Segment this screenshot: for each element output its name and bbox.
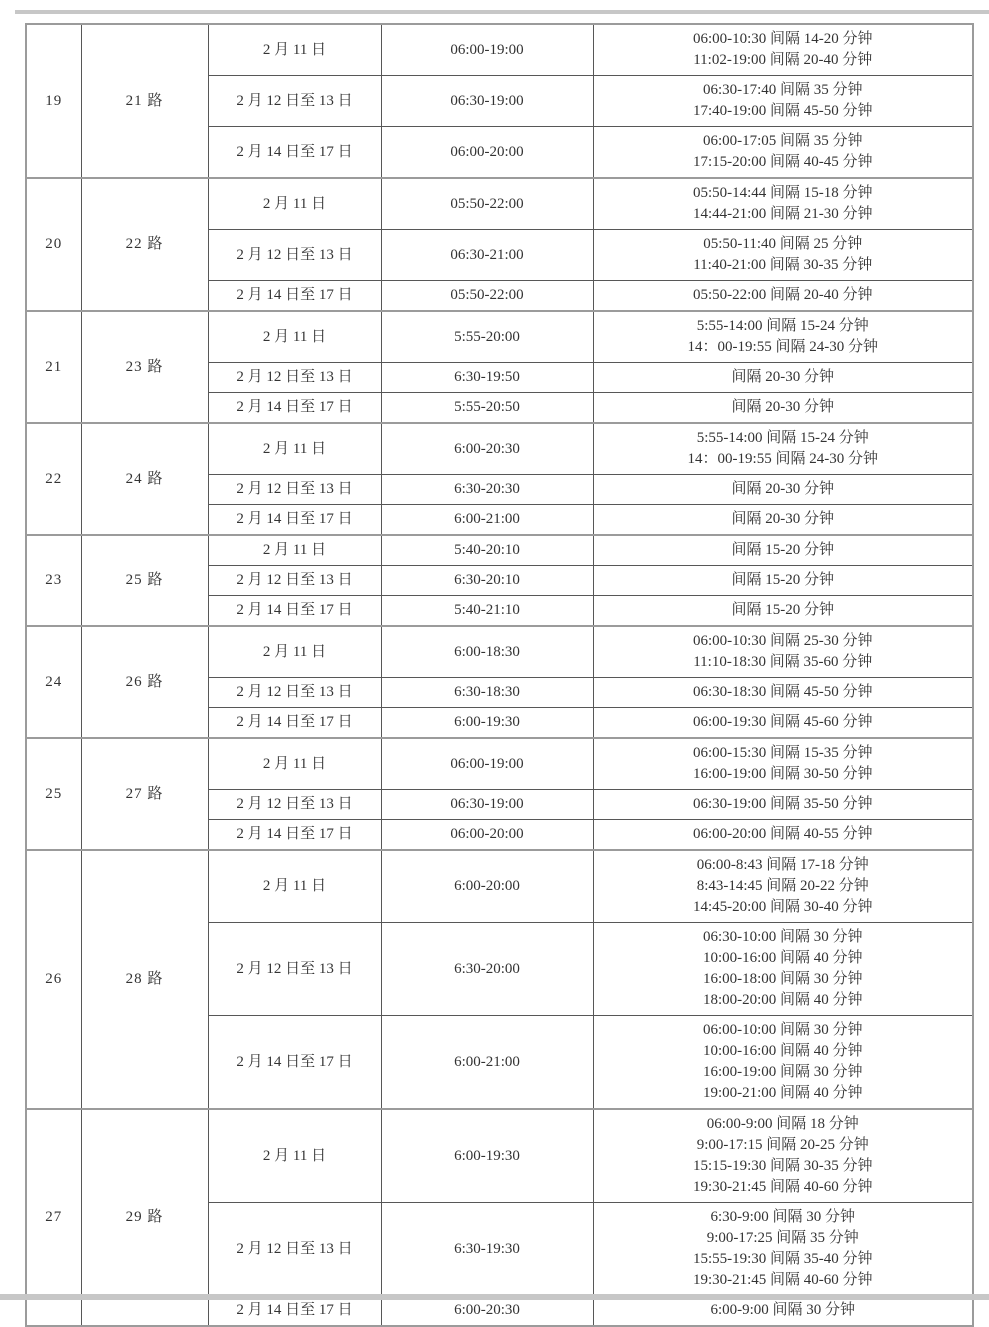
interval-line: 10:00-16:00 间隔 40 分钟 (702, 1043, 863, 1059)
hours-cell: 5:55-20:50 (381, 393, 593, 424)
interval-line: 16:00-18:00 间隔 30 分钟 (702, 971, 863, 987)
interval-line: 间隔 20-30 分钟 (731, 399, 834, 415)
hours-cell: 6:00-19:30 (381, 708, 593, 739)
schedule-row (26, 535, 973, 566)
interval-cell (593, 76, 973, 127)
route-cell: 28 路 (81, 850, 208, 1109)
date-cell: 2 月 11 日 (208, 311, 381, 363)
hours-cell: 6:30-20:10 (381, 566, 593, 596)
date-cell: 2 月 12 日至 13 日 (208, 363, 381, 393)
hours-cell: 6:30-19:30 (381, 1203, 593, 1296)
hours-cell: 6:00-21:00 (381, 505, 593, 536)
date-cell: 2 月 11 日 (208, 178, 381, 230)
bottom-separator-strip (0, 1294, 989, 1300)
interval-line: 9:00-17:15 间隔 20-25 分钟 (696, 1137, 869, 1153)
interval-cell (593, 475, 973, 505)
date-cell: 2 月 12 日至 13 日 (208, 923, 381, 1016)
hours-cell: 6:00-18:30 (381, 626, 593, 678)
interval-cell (593, 1296, 973, 1327)
interval-cell (593, 596, 973, 627)
interval-cell (593, 1203, 973, 1296)
interval-line: 6:30-9:00 间隔 30 分钟 (710, 1209, 856, 1225)
date-cell: 2 月 14 日至 17 日 (208, 820, 381, 851)
interval-line: 11:10-18:30 间隔 35-60 分钟 (693, 654, 873, 670)
interval-cell (593, 923, 973, 1016)
hours-cell: 6:30-20:00 (381, 923, 593, 1016)
schedule-row (26, 311, 973, 363)
date-cell: 2 月 12 日至 13 日 (208, 76, 381, 127)
index-cell: 25 (26, 738, 81, 850)
interval-cell (593, 505, 973, 536)
route-cell: 25 路 (81, 535, 208, 626)
index-cell: 23 (26, 535, 81, 626)
date-cell: 2 月 11 日 (208, 423, 381, 475)
interval-line: 5:55-14:00 间隔 15-24 分钟 (696, 318, 869, 334)
schedule-row (26, 24, 973, 76)
interval-line: 8:43-14:45 间隔 20-22 分钟 (696, 878, 869, 894)
route-cell: 29 路 (81, 1109, 208, 1326)
interval-cell (593, 708, 973, 739)
schedule-row (26, 850, 973, 923)
interval-line: 间隔 20-30 分钟 (731, 369, 834, 385)
schedule-row (26, 626, 973, 678)
interval-cell (593, 230, 973, 281)
interval-line: 05:50-11:40 间隔 25 分钟 (703, 236, 863, 252)
hours-cell: 6:30-19:50 (381, 363, 593, 393)
hours-cell: 6:00-20:30 (381, 1296, 593, 1327)
interval-line: 06:00-17:05 间隔 35 分钟 (702, 133, 863, 149)
index-cell: 24 (26, 626, 81, 738)
interval-line: 17:15-20:00 间隔 40-45 分钟 (692, 154, 873, 170)
date-cell: 2 月 11 日 (208, 24, 381, 76)
interval-line: 06:00-19:30 间隔 45-60 分钟 (692, 714, 873, 730)
hours-cell: 6:30-20:30 (381, 475, 593, 505)
interval-line: 14：00-19:55 间隔 24-30 分钟 (687, 451, 878, 467)
date-cell: 2 月 12 日至 13 日 (208, 230, 381, 281)
interval-line: 19:30-21:45 间隔 40-60 分钟 (692, 1179, 873, 1195)
hours-cell: 5:40-21:10 (381, 596, 593, 627)
date-cell: 2 月 11 日 (208, 535, 381, 566)
interval-cell (593, 678, 973, 708)
schedule-row (26, 178, 973, 230)
interval-line: 19:00-21:00 间隔 40 分钟 (702, 1085, 863, 1101)
hours-cell: 06:00-20:00 (381, 820, 593, 851)
interval-cell (593, 423, 973, 475)
interval-line: 6:00-9:00 间隔 30 分钟 (710, 1302, 856, 1318)
interval-line: 06:00-15:30 间隔 15-35 分钟 (692, 745, 873, 761)
interval-line: 06:30-17:40 间隔 35 分钟 (702, 82, 863, 98)
interval-cell (593, 820, 973, 851)
hours-cell: 5:55-20:00 (381, 311, 593, 363)
index-cell: 21 (26, 311, 81, 423)
index-cell: 20 (26, 178, 81, 311)
interval-cell (593, 24, 973, 76)
interval-line: 06:30-10:00 间隔 30 分钟 (702, 929, 863, 945)
hours-cell: 6:00-20:00 (381, 850, 593, 923)
interval-line: 9:00-17:25 间隔 35 分钟 (706, 1230, 859, 1246)
hours-cell: 06:30-21:00 (381, 230, 593, 281)
date-cell: 2 月 14 日至 17 日 (208, 127, 381, 179)
interval-line: 06:00-10:30 间隔 25-30 分钟 (692, 633, 873, 649)
interval-line: 11:40-21:00 间隔 30-35 分钟 (693, 257, 873, 273)
date-cell: 2 月 11 日 (208, 1109, 381, 1203)
interval-cell (593, 127, 973, 179)
interval-cell (593, 363, 973, 393)
route-cell: 26 路 (81, 626, 208, 738)
interval-line: 06:30-18:30 间隔 45-50 分钟 (692, 684, 873, 700)
interval-cell (593, 311, 973, 363)
interval-line: 10:00-16:00 间隔 40 分钟 (702, 950, 863, 966)
interval-cell (593, 738, 973, 790)
hours-cell: 06:00-19:00 (381, 24, 593, 76)
interval-line: 5:55-14:00 间隔 15-24 分钟 (696, 430, 869, 446)
date-cell: 2 月 14 日至 17 日 (208, 281, 381, 312)
interval-line: 间隔 15-20 分钟 (731, 572, 834, 588)
date-cell: 2 月 14 日至 17 日 (208, 393, 381, 424)
interval-line: 间隔 20-30 分钟 (731, 481, 834, 497)
date-cell: 2 月 14 日至 17 日 (208, 1016, 381, 1110)
interval-line: 06:00-8:43 间隔 17-18 分钟 (696, 857, 869, 873)
interval-cell (593, 850, 973, 923)
bus-schedule-table (25, 23, 974, 1327)
interval-line: 06:00-20:00 间隔 40-55 分钟 (692, 826, 873, 842)
interval-line: 05:50-22:00 间隔 20-40 分钟 (692, 287, 873, 303)
date-cell: 2 月 12 日至 13 日 (208, 678, 381, 708)
schedule-row (26, 1109, 973, 1203)
interval-cell (593, 535, 973, 566)
date-cell: 2 月 11 日 (208, 626, 381, 678)
interval-line: 06:30-19:00 间隔 35-50 分钟 (692, 796, 873, 812)
hours-cell: 6:00-20:30 (381, 423, 593, 475)
interval-line: 06:00-9:00 间隔 18 分钟 (706, 1116, 859, 1132)
hours-cell: 06:00-20:00 (381, 127, 593, 179)
interval-cell (593, 178, 973, 230)
route-cell: 22 路 (81, 178, 208, 311)
interval-line: 间隔 20-30 分钟 (731, 511, 834, 527)
interval-line: 16:00-19:00 间隔 30-50 分钟 (692, 766, 873, 782)
interval-line: 14:44-21:00 间隔 21-30 分钟 (692, 206, 873, 222)
interval-line: 18:00-20:00 间隔 40 分钟 (702, 992, 863, 1008)
date-cell: 2 月 11 日 (208, 738, 381, 790)
hours-cell: 06:30-19:00 (381, 790, 593, 820)
index-cell: 26 (26, 850, 81, 1109)
date-cell: 2 月 14 日至 17 日 (208, 596, 381, 627)
date-cell: 2 月 12 日至 13 日 (208, 790, 381, 820)
interval-line: 05:50-14:44 间隔 15-18 分钟 (692, 185, 873, 201)
date-cell: 2 月 12 日至 13 日 (208, 1203, 381, 1296)
index-cell: 27 (26, 1109, 81, 1326)
top-separator-strip (15, 10, 989, 14)
interval-line: 19:30-21:45 间隔 40-60 分钟 (692, 1272, 873, 1288)
hours-cell: 5:40-20:10 (381, 535, 593, 566)
interval-cell (593, 626, 973, 678)
date-cell: 2 月 14 日至 17 日 (208, 505, 381, 536)
interval-line: 17:40-19:00 间隔 45-50 分钟 (692, 103, 873, 119)
interval-line: 间隔 15-20 分钟 (731, 602, 834, 618)
route-cell: 23 路 (81, 311, 208, 423)
hours-cell: 06:30-19:00 (381, 76, 593, 127)
route-cell: 27 路 (81, 738, 208, 850)
interval-line: 16:00-19:00 间隔 30 分钟 (702, 1064, 863, 1080)
interval-cell (593, 790, 973, 820)
interval-line: 06:00-10:30 间隔 14-20 分钟 (692, 31, 873, 47)
interval-cell (593, 281, 973, 312)
hours-cell: 6:30-18:30 (381, 678, 593, 708)
interval-line: 06:00-10:00 间隔 30 分钟 (702, 1022, 863, 1038)
interval-line: 14:45-20:00 间隔 30-40 分钟 (692, 899, 873, 915)
date-cell: 2 月 12 日至 13 日 (208, 566, 381, 596)
interval-cell (593, 566, 973, 596)
index-cell: 22 (26, 423, 81, 535)
hours-cell: 06:00-19:00 (381, 738, 593, 790)
interval-line: 15:15-19:30 间隔 30-35 分钟 (692, 1158, 873, 1174)
interval-line: 15:55-19:30 间隔 35-40 分钟 (692, 1251, 873, 1267)
index-cell: 19 (26, 24, 81, 178)
interval-line: 11:02-19:00 间隔 20-40 分钟 (693, 52, 873, 68)
interval-cell (593, 1109, 973, 1203)
date-cell: 2 月 14 日至 17 日 (208, 1296, 381, 1327)
schedule-row (26, 423, 973, 475)
interval-cell (593, 1016, 973, 1110)
date-cell: 2 月 11 日 (208, 850, 381, 923)
hours-cell: 6:00-21:00 (381, 1016, 593, 1110)
schedule-tbody (26, 24, 973, 1326)
date-cell: 2 月 12 日至 13 日 (208, 475, 381, 505)
date-cell: 2 月 14 日至 17 日 (208, 708, 381, 739)
hours-cell: 05:50-22:00 (381, 178, 593, 230)
route-cell: 21 路 (81, 24, 208, 178)
interval-line: 间隔 15-20 分钟 (731, 542, 834, 558)
hours-cell: 6:00-19:30 (381, 1109, 593, 1203)
route-cell: 24 路 (81, 423, 208, 535)
schedule-row (26, 738, 973, 790)
interval-line: 14：00-19:55 间隔 24-30 分钟 (687, 339, 878, 355)
interval-cell (593, 393, 973, 424)
hours-cell: 05:50-22:00 (381, 281, 593, 312)
